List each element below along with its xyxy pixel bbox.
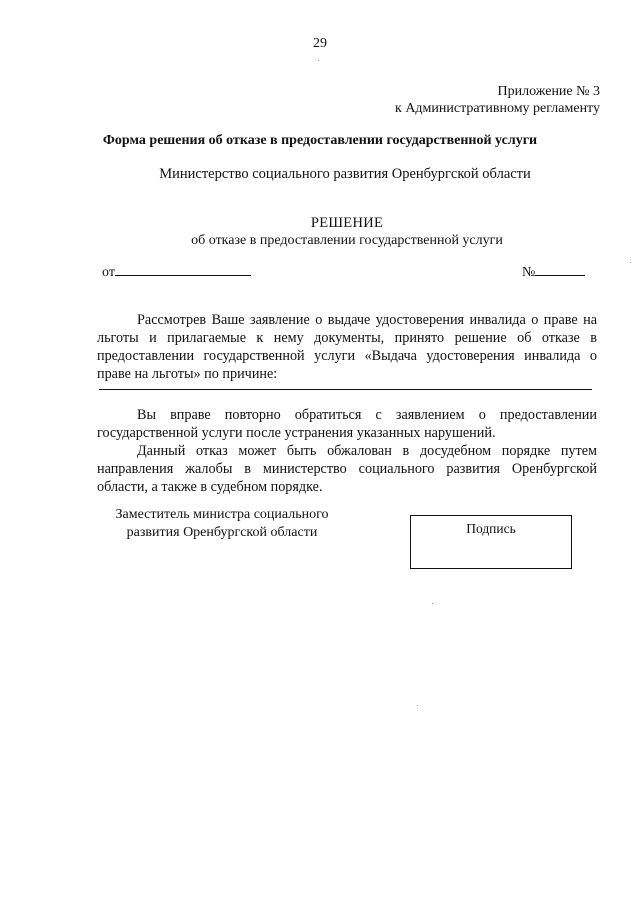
number-blank-line — [535, 263, 585, 276]
signer-title — [112, 506, 332, 542]
number-field — [522, 263, 585, 281]
date-label: от — [102, 265, 115, 280]
decision-subtitle: об отказе в предоставлении государственной услуги — [191, 233, 503, 248]
form-title: Форма решения об отказе в предоставлении государственной услуги — [102, 133, 538, 148]
decision-paragraph: Рассмотрев Ваше заявление о выдаче удостоверения инвалида о праве на льготы и прилагаемые к нему документы, принято решение об отказе в предоставлении государственной услуги «Выдача удостоверения инвалида о праве на льготы» по причине: — [97, 312, 597, 382]
ministry-name: Министерство социального развития Оренбургской области — [159, 166, 531, 182]
appendix-number: Приложение № 3 — [497, 84, 600, 99]
date-blank-line — [115, 263, 251, 276]
signature-label: Подпись — [466, 521, 516, 536]
page-number: 29 — [313, 36, 327, 51]
scan-speck — [432, 603, 433, 604]
signer-line-2: развития Оренбургской области — [126, 525, 318, 540]
scan-speck — [417, 705, 418, 706]
decision-title: РЕШЕНИЕ — [310, 215, 384, 231]
appeal-paragraph: Данный отказ может быть обжалован в досудебном порядке путем направления жалобы в министерство социального развития Оренбургской области, а также в судебном порядке. — [97, 443, 597, 495]
signature-box — [410, 515, 572, 569]
reapply-paragraph: Вы вправе повторно обратиться с заявлением о предоставлении государственной услуги после устранения указанных нарушений. — [97, 407, 597, 441]
signer-line-1: Заместитель министра социального — [115, 507, 329, 522]
date-field — [102, 263, 251, 281]
scan-speck — [318, 60, 319, 61]
scan-speck — [630, 262, 631, 263]
reason-blank-line — [99, 389, 592, 390]
number-label: № — [522, 265, 536, 280]
appendix-reference: к Административному регламенту — [395, 101, 600, 116]
